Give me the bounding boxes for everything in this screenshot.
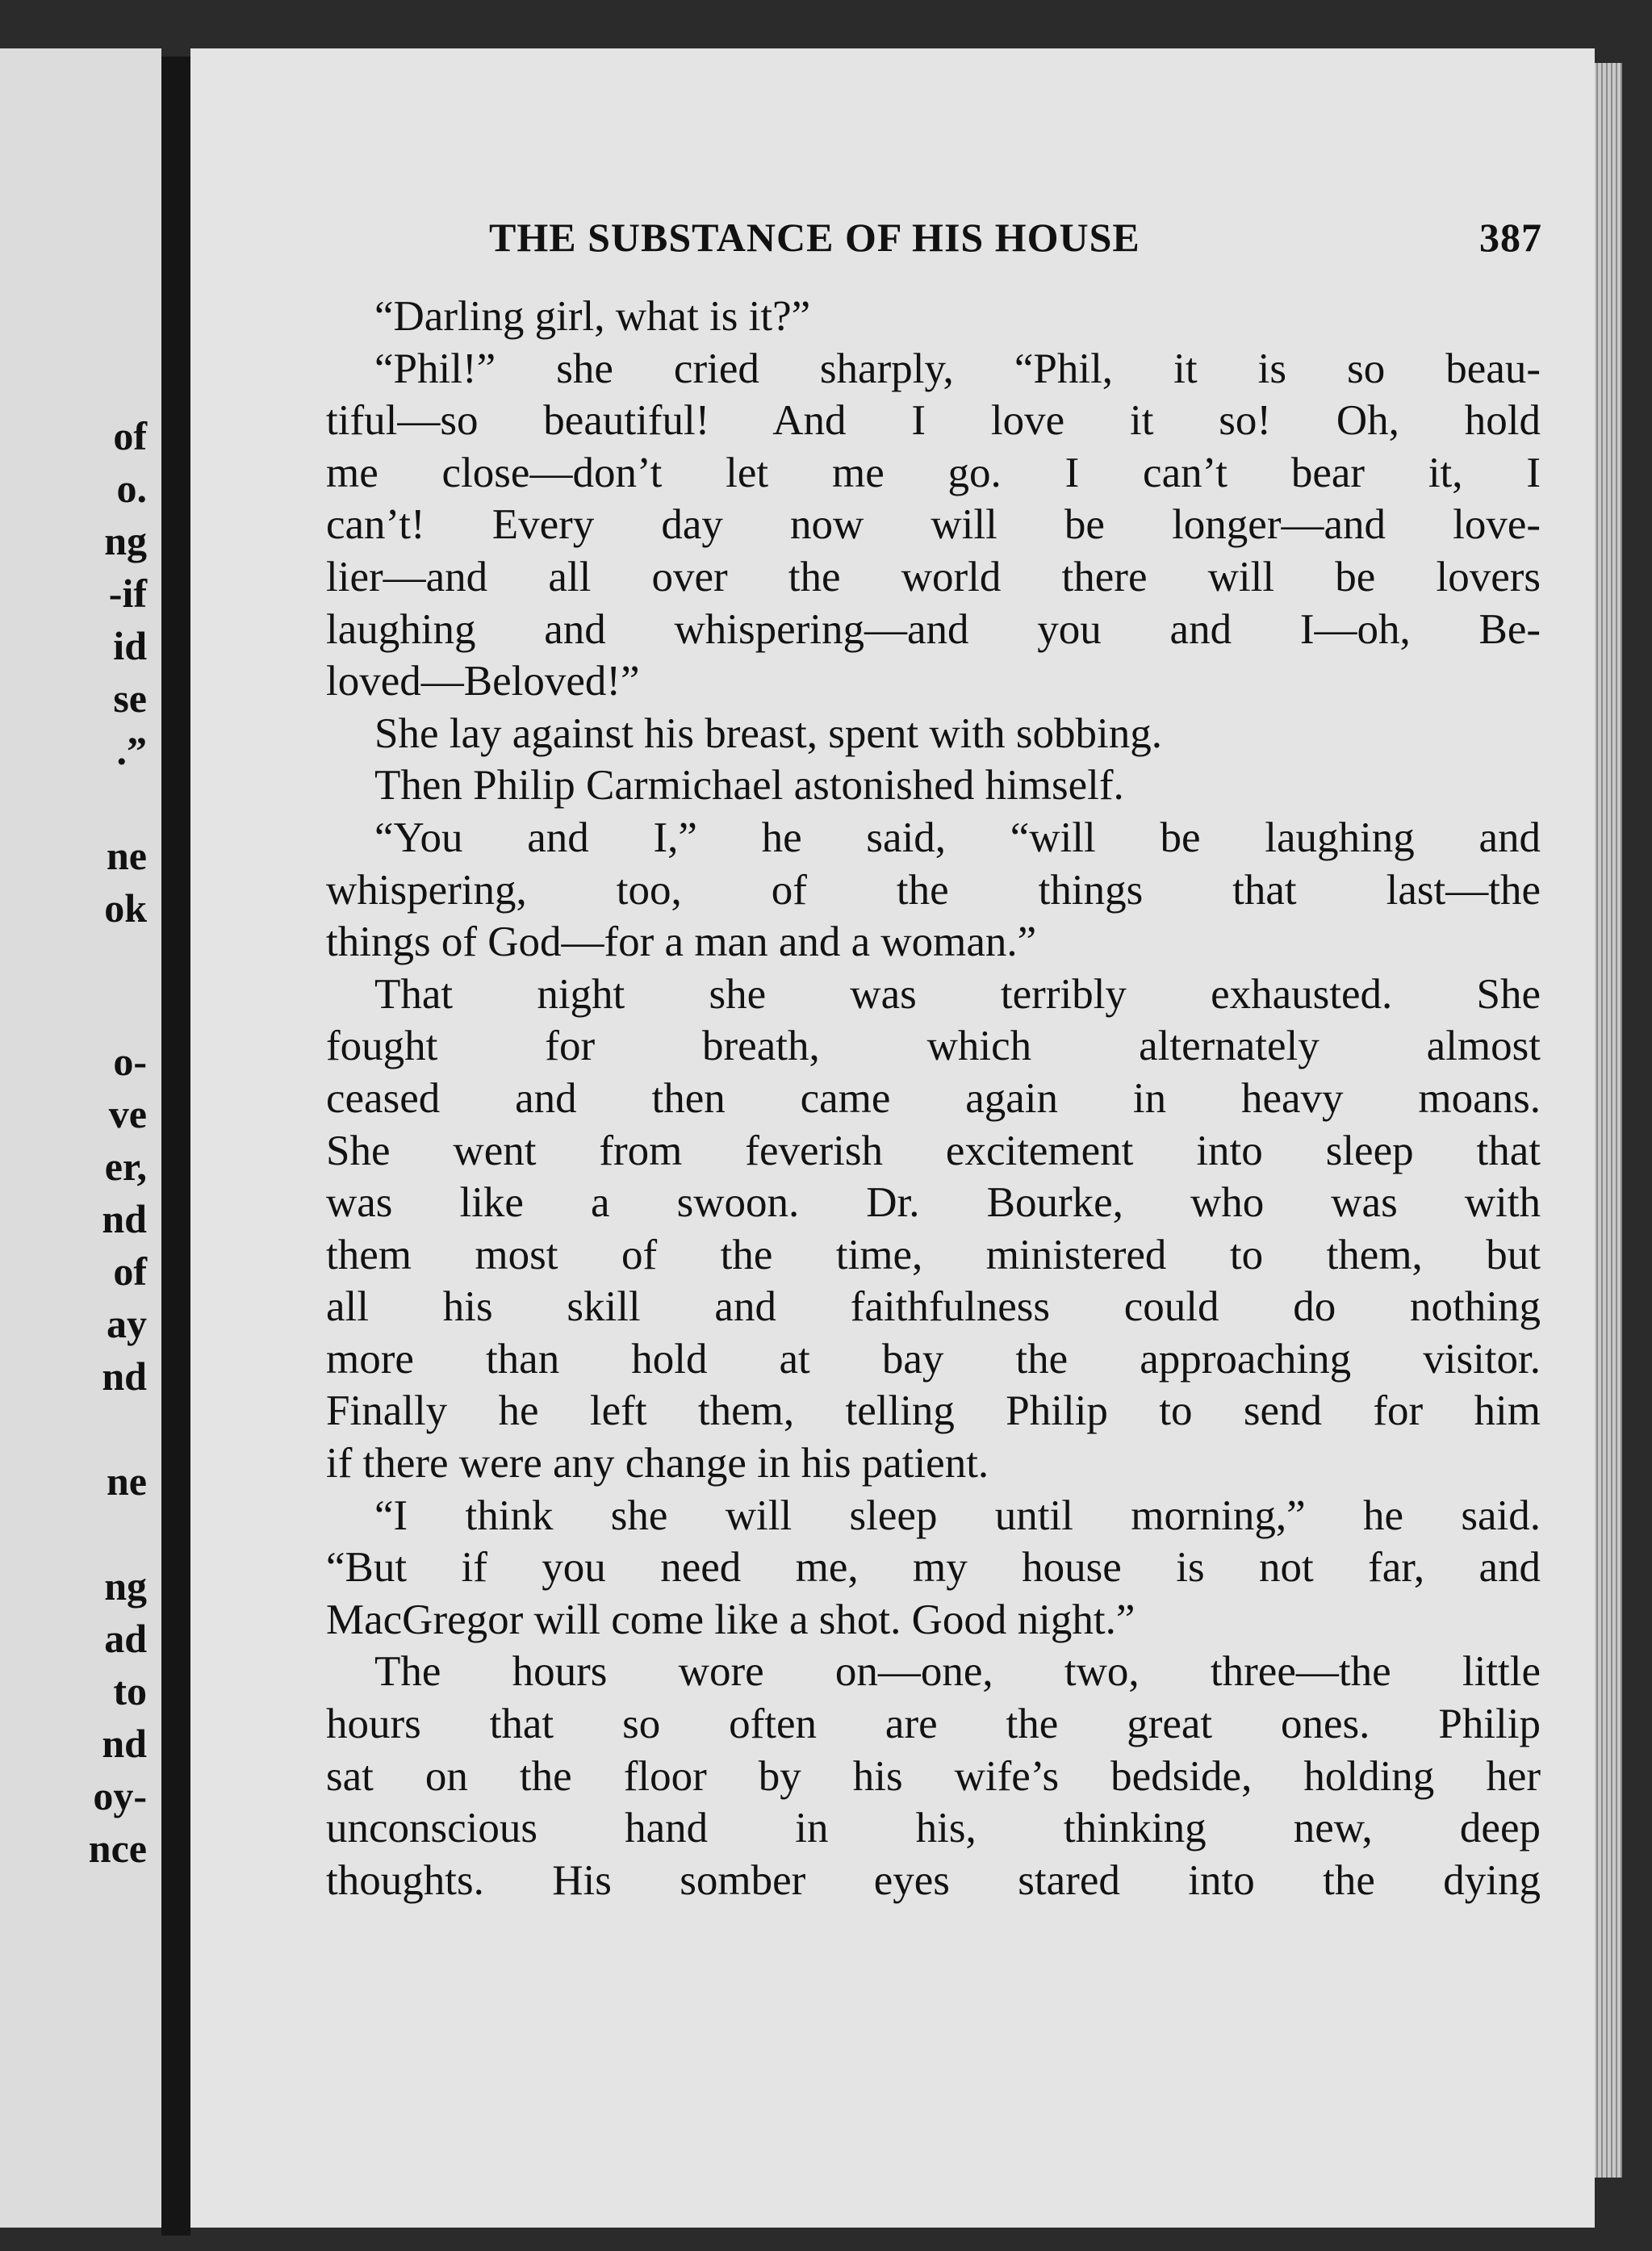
- text-line: me close—don’t let me go. I can’t bear it, I: [326, 449, 1541, 496]
- text-line: Finally he left them, telling Philip to send for him: [326, 1387, 1541, 1435]
- text-line: thoughts. His somber eyes stared into the dying: [326, 1856, 1541, 1904]
- text-line: “But if you need me, my house is not far, and: [326, 1544, 1541, 1592]
- text-line: Then Philip Carmichael astonished himself.: [374, 762, 1124, 810]
- text-line: was like a swoon. Dr. Bourke, who was with: [326, 1179, 1541, 1227]
- text-line: if there were any change in his patient.: [326, 1440, 989, 1487]
- left-page-fragment: ok: [104, 885, 147, 931]
- text-line: all his skill and faithfulness could do nothing: [326, 1283, 1541, 1331]
- left-page-edge: [0, 48, 161, 2228]
- left-page-fragment: ng: [104, 1563, 147, 1609]
- text-line: tiful—so beautiful! And I love it so! Oh, hold: [326, 397, 1541, 445]
- page-number: 387: [1479, 215, 1542, 260]
- body-text: [326, 291, 1541, 1906]
- left-page-fragment: ne: [107, 1458, 147, 1504]
- text-line: lier—and all over the world there will be lovers: [326, 553, 1541, 600]
- text-line: whispering, too, of the things that last—the: [326, 866, 1541, 914]
- text-line: “Darling girl, what is it?”: [374, 293, 811, 340]
- text-line: fought for breath, which alternately almost: [326, 1023, 1541, 1070]
- left-page-fragment: .”: [116, 728, 147, 773]
- left-page-fragment: se: [113, 676, 147, 721]
- text-line: She went from feverish excitement into sleep that: [326, 1127, 1541, 1174]
- text-line: That night she was terribly exhausted. She: [374, 970, 1541, 1018]
- left-page-fragment: nce: [88, 1826, 147, 1871]
- left-page-fragment: ay: [107, 1301, 147, 1346]
- left-page-fragment: ve: [108, 1091, 147, 1136]
- text-line: The hours wore on—one, two, three—the little: [374, 1648, 1541, 1696]
- text-line: loved—Beloved!”: [326, 658, 640, 705]
- left-page-fragment: er,: [104, 1144, 147, 1189]
- left-page-fragment: ng: [104, 518, 147, 563]
- left-page-fragment: o.: [116, 466, 147, 511]
- left-page-fragment: of: [113, 1249, 147, 1294]
- left-page-fragment: nd: [102, 1354, 147, 1399]
- book-page: [190, 48, 1595, 2228]
- left-page-fragment: o-: [113, 1039, 147, 1084]
- text-line: “I think she will sleep until morning,” he said.: [374, 1492, 1541, 1539]
- text-line: them most of the time, ministered to them, but: [326, 1231, 1541, 1278]
- left-page-fragment: ne: [107, 833, 147, 878]
- left-page-fragment: of: [113, 413, 147, 458]
- text-line: unconscious hand in his, thinking new, deep: [326, 1805, 1541, 1852]
- left-page-fragment: oy-: [93, 1773, 147, 1818]
- left-page-fragment: ad: [104, 1616, 147, 1661]
- left-page-fragment: nd: [102, 1721, 147, 1766]
- text-line: laughing and whispering—and you and I—oh, Be-: [326, 605, 1541, 653]
- text-line: hours that so often are the great ones. Philip: [326, 1701, 1541, 1748]
- running-title: THE SUBSTANCE OF HIS HOUSE: [489, 215, 1140, 260]
- text-line: things of God—for a man and a woman.”: [326, 918, 1037, 966]
- left-page-fragment: nd: [102, 1196, 147, 1241]
- text-line: MacGregor will come like a shot. Good night.”: [326, 1596, 1135, 1643]
- text-line: sat on the floor by his wife’s bedside, holding her: [326, 1752, 1541, 1800]
- text-line: “Phil!” she cried sharply, “Phil, it is so beau-: [374, 345, 1541, 392]
- text-line: more than hold at bay the approaching visitor.: [326, 1335, 1541, 1383]
- running-header: [489, 214, 1542, 261]
- book-gutter: [161, 56, 190, 2236]
- text-line: She lay against his breast, spent with sobbing.: [374, 709, 1162, 757]
- text-line: ceased and then came again in heavy moans.: [326, 1074, 1541, 1122]
- text-line: “You and I,” he said, “will be laughing and: [374, 814, 1541, 861]
- left-page-fragment: to: [113, 1668, 147, 1713]
- left-page-fragment: id: [113, 623, 147, 668]
- left-page-fragment: -if: [108, 571, 147, 616]
- text-line: can’t! Every day now will be longer—and love-: [326, 501, 1541, 549]
